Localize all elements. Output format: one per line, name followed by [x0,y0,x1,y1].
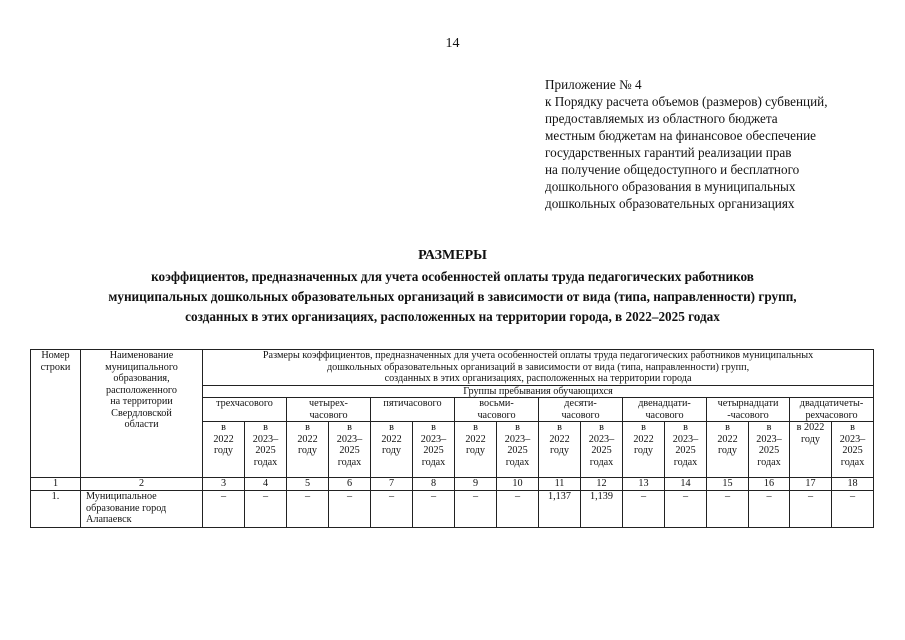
title-line: муниципальных дошкольных образовательных организаций в зависимости от вида (типа, направленности) групп, [108,289,797,304]
column-number: 1 [31,478,81,491]
year-2023-2025-header: в 2023– 2025 годах [581,422,623,478]
appendix-line: местным бюджетам на финансовое обеспечение [545,128,816,143]
coefficient-cell: – [790,491,832,528]
header-coefficients [203,350,874,386]
header-municipality [81,350,203,478]
coefficient-cell: – [203,491,245,528]
group-header: трехчасового [203,398,287,422]
column-number: 2 [81,478,203,491]
page-number: 14 [445,36,460,51]
appendix-line: дошкольного образования в муниципальных [545,179,796,194]
column-number: 7 [371,478,413,491]
appendix-line: предоставляемых из областного бюджета [545,111,778,126]
coefficient-cell: – [623,491,665,528]
group-header: пятичасового [371,398,455,422]
title-line: созданных в этих организациях, расположенных на территории города, в 2022–2025 годах [185,309,720,324]
group-header: четырнадцати -часового [707,398,790,422]
column-number: 18 [832,478,874,491]
year-2022-header: в 2022 году [539,422,581,478]
header-groups: Группы пребывания обучающихся [203,385,874,398]
year-2023-2025-header: в 2023– 2025 годах [245,422,287,478]
year-2023-2025-header: в 2023– 2025 годах [832,422,874,478]
column-number: 8 [413,478,455,491]
title-main: РАЗМЕРЫ [418,248,487,263]
year-2022-header: в 2022 году [203,422,245,478]
group-header: десяти- часового [539,398,623,422]
municipality-name: Муниципальное образование город Алапаевск [81,491,203,528]
title-line: коэффициентов, предназначенных для учета особенностей оплаты труда педагогических работников [151,269,754,284]
column-number: 4 [245,478,287,491]
coefficients-table [30,349,874,528]
appendix-line: Приложение № 4 [545,77,642,92]
document-title [0,248,905,327]
group-header: четырех- часового [287,398,371,422]
coefficient-cell: 1,137 [539,491,581,528]
year-2023-2025-header: в 2023– 2025 годах [665,422,707,478]
group-header: восьми- часового [455,398,539,422]
header-row-number: Номер строки [31,350,81,478]
coefficient-cell: – [707,491,749,528]
coefficient-cell: – [287,491,329,528]
coefficient-cell: – [329,491,371,528]
column-number: 5 [287,478,329,491]
year-2022-header: в 2022 году [455,422,497,478]
year-2023-2025-header: в 2023– 2025 годах [497,422,539,478]
group-header: двенадцати- часового [623,398,707,422]
column-number: 11 [539,478,581,491]
header-name-line: Наименование [109,350,174,361]
coefficient-cell: – [371,491,413,528]
coefficient-cell: – [413,491,455,528]
row-number: 1. [31,491,81,528]
header-name-line: на территории [110,396,173,407]
header-name-line: области [124,419,159,430]
coefficient-cell: – [455,491,497,528]
column-number: 16 [749,478,790,491]
coefficient-cell: 1,139 [581,491,623,528]
column-number: 9 [455,478,497,491]
year-2022-header: в 2022 году [623,422,665,478]
column-number: 10 [497,478,539,491]
coef-header-line: созданных в этих организациях, расположенных на территории города [384,373,692,384]
coef-header-line: Размеры коэффициентов, предназначенных для учета особенностей оплаты труда педагогических работников муниципальных [262,350,814,361]
coefficient-cell: – [497,491,539,528]
coefficient-cell: – [749,491,790,528]
appendix-line: государственных гарантий реализации прав [545,145,792,160]
header-name-line: расположенного [106,384,177,396]
table-row [31,491,874,528]
group-header: двадцатичеты- рехчасового [790,398,874,422]
year-2023-2025-header: в 2023– 2025 годах [749,422,790,478]
year-2022-header: в 2022 году [371,422,413,478]
year-2022-header: в 2022 году [707,422,749,478]
year-2023-2025-header: в 2023– 2025 годах [329,422,371,478]
appendix-block [545,76,895,212]
appendix-line: на получение общедоступного и бесплатного [545,162,800,177]
header-name-line: образования, [113,373,170,384]
appendix-line: дошкольных образовательных организациях [545,196,795,211]
coefficient-cell: – [832,491,874,528]
appendix-line: к Порядку расчета объемов (размеров) субвенций, [545,94,828,109]
coefficient-cell: – [665,491,707,528]
column-number: 15 [707,478,749,491]
column-number: 13 [623,478,665,491]
column-number: 3 [203,478,245,491]
coefficient-cell: – [245,491,287,528]
coef-header-line: дошкольных образовательных организаций в зависимости от вида (типа, направленности) групп, [326,361,750,373]
year-2022-header: в 2022 году [790,422,832,478]
column-number: 12 [581,478,623,491]
column-number: 14 [665,478,707,491]
year-2022-header: в 2022 году [287,422,329,478]
header-name-line: муниципального [105,361,178,373]
year-2023-2025-header: в 2023– 2025 годах [413,422,455,478]
column-number: 17 [790,478,832,491]
header-name-line: Свердловской [111,407,172,419]
column-number: 6 [329,478,371,491]
